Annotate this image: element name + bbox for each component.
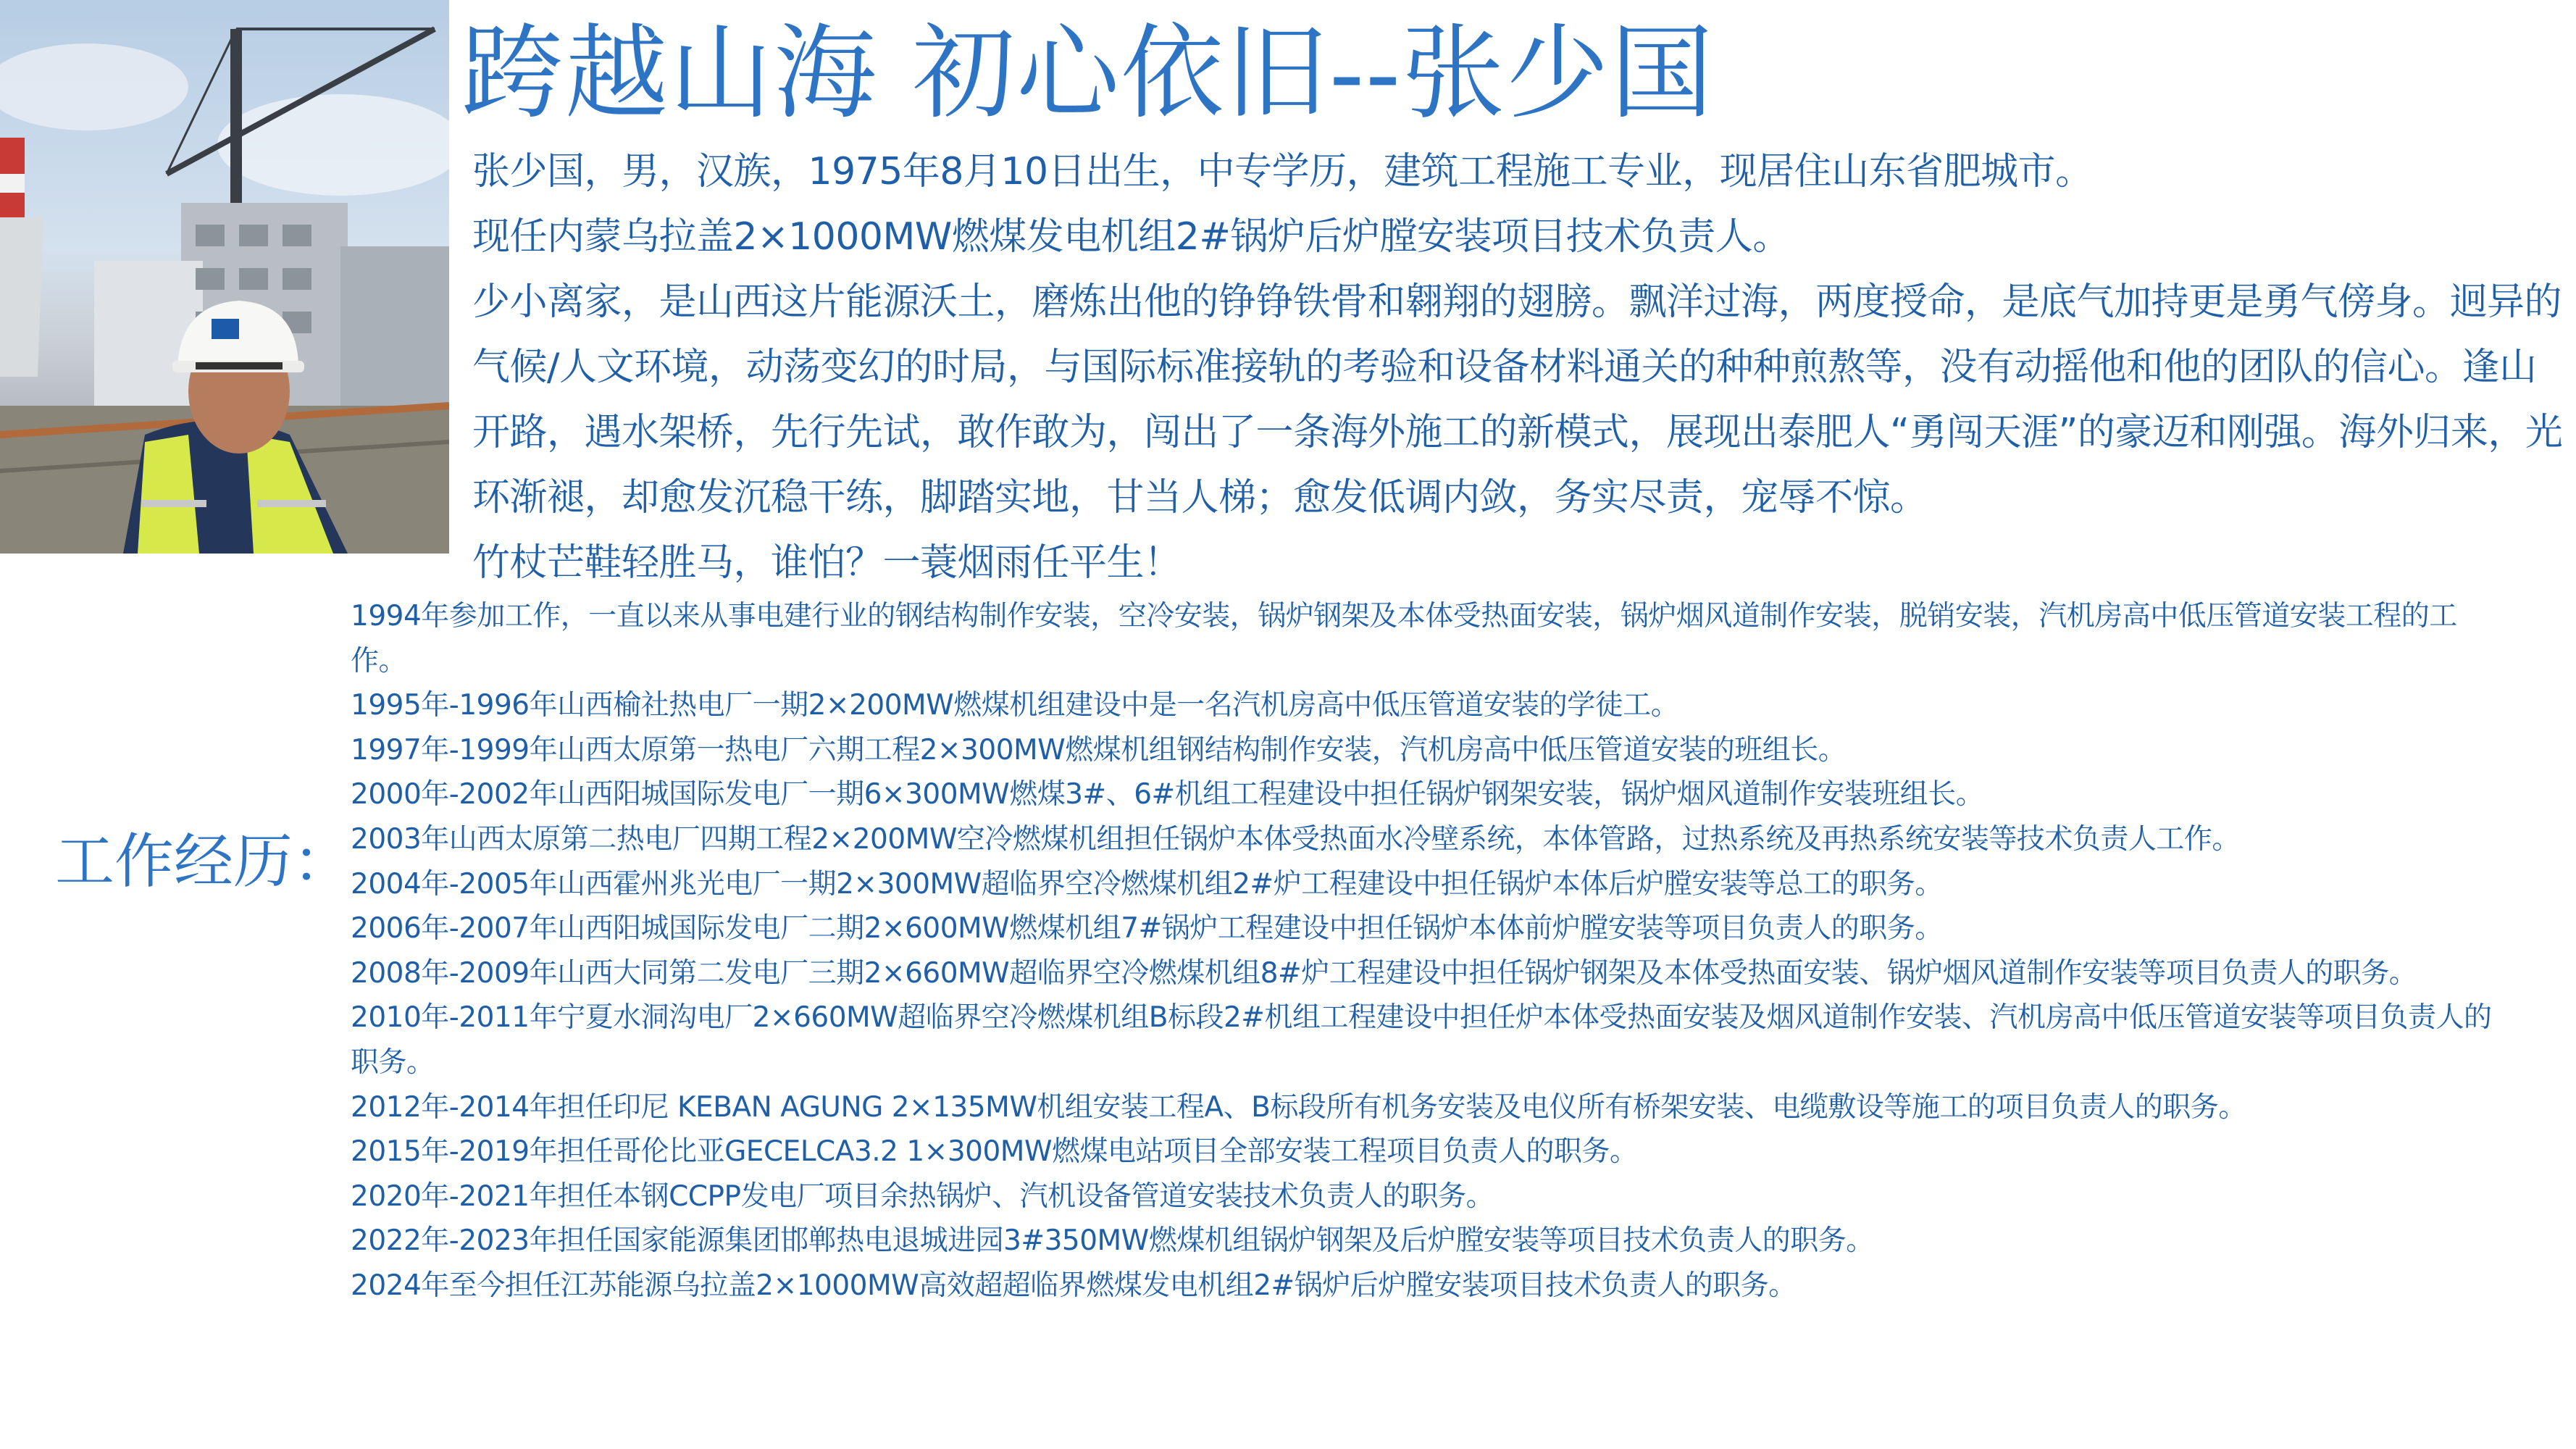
work-item: 2003年山西太原第二热电厂四期工程2×200MW空冷燃煤机组担任锅炉本体受热面水冷壁系统，本体管路，过热系统及再热系统安装等技术负责人工作。 (351, 822, 2240, 856)
bio-section (472, 139, 2573, 596)
work-experience-label: 工作经历： (55, 827, 353, 896)
work-item: 2024年至今担任江苏能源乌拉盖2×1000MW高效超超临界燃煤发电机组2#锅炉后炉膛安装项目技术负责人的职务。 (351, 1269, 1797, 1302)
work-item: 1995年-1996年山西榆社热电厂一期2×200MW燃煤机组建设中是一名汽机房高中低压管道安装的学徒工。 (351, 689, 1679, 722)
work-item: 2008年-2009年山西大同第二发电厂三期2×660MW超临界空冷燃煤机组8#炉工程建设中担任锅炉钢架及本体受热面安装、锅炉烟风道制作安装等项目负责人的职务。 (351, 956, 2417, 990)
page-title: 跨越山海 初心依旧--张少国 (461, 14, 1715, 133)
work-item: 1997年-1999年山西太原第一热电厂六期工程2×300MW燃煤机组钢结构制作安装，汽机房高中低压管道安装的班组长。 (351, 733, 1847, 767)
work-item: 2010年-2011年宁夏水洞沟电厂2×660MW超临界空冷燃煤机组B标段2#机组工程建设中担任炉本体受热面安装及烟风道制作安装、汽机房高中低压管道安装等项目负责人的职务。 (351, 1001, 2492, 1079)
portrait-photo (0, 0, 449, 554)
work-item: 2004年-2005年山西霍州兆光电厂一期2×300MW超临界空冷燃煤机组2#炉工程建设中担任锅炉本体后炉膛安装等总工的职务。 (351, 867, 1943, 901)
bio-paragraph: 少小离家，是山西这片能源沃土，磨炼出他的铮铮铁骨和翱翔的翅膀。飘洋过海，两度授命，是底气加持更是勇气傍身。迥异的气候/人文环境，动荡变幻的时局，与国际标准接轨的考验和设备材料通关的种种煎熬等，没有动摇他和他的团队的信心。逢山开路，遇水架桥，先行先试，敢作敢为，闯出了一条海外施工的新模式，展现出泰肥人“勇闯天涯”的豪迈和刚强。海外归来，光环渐褪，却愈发沉稳干练，脚踏实地，甘当人梯；愈发低调内敛，务实尽责，宠辱不惊。 (472, 280, 2563, 519)
work-item: 2012年-2014年担任印尼 KEBAN AGUNG 2×135MW机组安装工程A、B标段所有机务安装及电仪所有桥架安装、电缆敷设等施工的项目负责人的职务。 (351, 1090, 2246, 1124)
work-item: 2006年-2007年山西阳城国际发电厂二期2×600MW燃煤机组7#锅炉工程建设中担任锅炉本体前炉膛安装等项目负责人的职务。 (351, 912, 1943, 945)
work-experience-list (351, 594, 2509, 1308)
work-item: 1994年参加工作，一直以来从事电建行业的钢结构制作安装，空冷安装，锅炉钢架及本体受热面安装，锅炉烟风道制作安装，脱销安装，汽机房高中低压管道安装工程的工作。 (351, 600, 2457, 677)
work-item: 2015年-2019年担任哥伦比亚GECELCA3.2 1×300MW燃煤电站项目全部安装工程项目负责人的职务。 (351, 1135, 1638, 1169)
work-item: 2020年-2021年担任本钢CCPP发电厂项目余热锅炉、汽机设备管道安装技术负责人的职务。 (351, 1179, 1494, 1213)
work-item: 2022年-2023年担任国家能源集团邯郸热电退城进园3#350MW燃煤机组锅炉钢架及后炉膛安装等项目技术负责人的职务。 (351, 1224, 1874, 1258)
bio-paragraph: 现任内蒙乌拉盖2×1000MW燃煤发电机组2#锅炉后炉膛安装项目技术负责人。 (472, 215, 1790, 259)
bio-paragraph: 张少国，男，汉族，1975年8月10日出生，中专学历，建筑工程施工专业，现居住山东省肥城市。 (472, 150, 2093, 193)
bio-paragraph: 竹杖芒鞋轻胜马，谁怕？一蓑烟雨任平生！ (472, 541, 1182, 585)
work-item: 2000年-2002年山西阳城国际发电厂一期6×300MW燃煤3#、6#机组工程建设中担任锅炉钢架安装，锅炉烟风道制作安装班组长。 (351, 778, 1984, 811)
construction-site-photo-icon (0, 0, 449, 554)
